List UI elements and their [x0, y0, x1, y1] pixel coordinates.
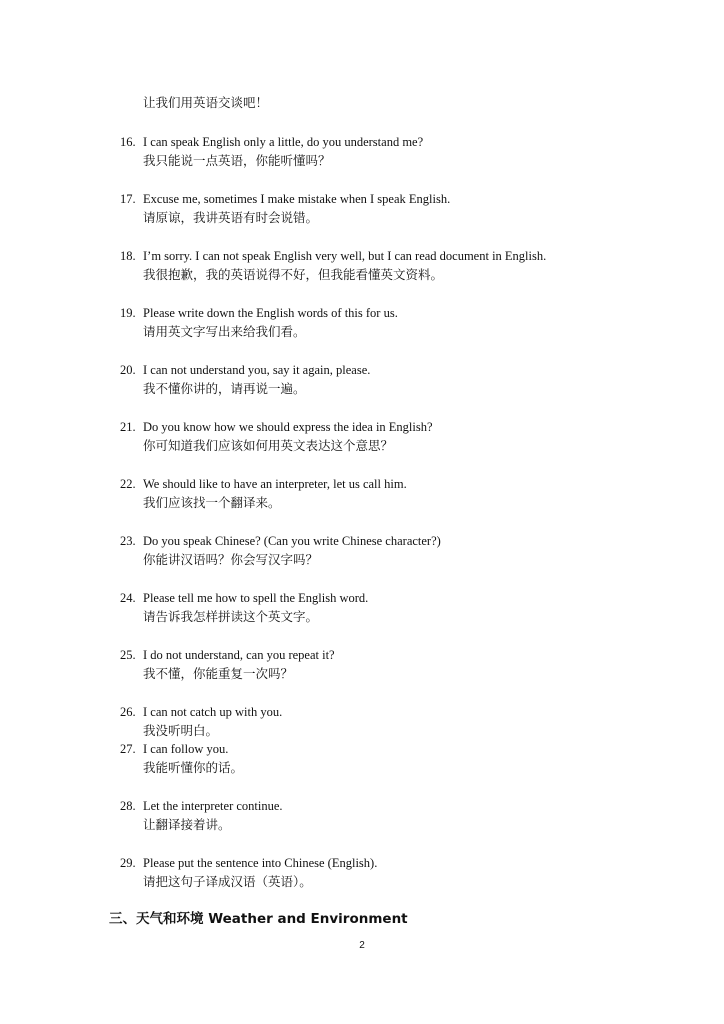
english-text: Please tell me how to spell the English word. — [143, 591, 369, 605]
continued-translation: 让我们用英语交谈吧！ — [143, 96, 269, 110]
chinese-translation: 请把这句子译成汉语（英语）。 — [143, 875, 312, 889]
chinese-translation: 你可知道我们应该如何用英文表达这个意思？ — [143, 439, 394, 453]
english-text: I can follow you. — [143, 742, 229, 756]
item-number: 20. — [120, 363, 136, 377]
english-text: I do not understand, can you repeat it? — [143, 648, 335, 662]
chinese-translation: 我很抱歉，我的英语说得不好，但我能看懂英文资料。 — [143, 268, 444, 282]
item-number: 23. — [120, 534, 136, 548]
english-sentence — [120, 419, 680, 435]
chinese-translation: 我们应该找一个翻译来。 — [143, 496, 281, 510]
english-sentence — [120, 647, 680, 663]
english-text: I can not catch up with you. — [143, 705, 283, 719]
english-sentence — [120, 305, 680, 321]
english-text: Please put the sentence into Chinese (English). — [143, 856, 378, 870]
item-number: 17. — [120, 192, 136, 206]
english-sentence — [120, 855, 680, 871]
phrase-item — [120, 533, 680, 568]
phrase-item — [120, 305, 680, 340]
chinese-translation: 我能听懂你的话。 — [143, 761, 244, 775]
english-text: Please write down the English words of this for us. — [143, 306, 398, 320]
english-sentence — [120, 248, 680, 264]
phrase-item — [120, 704, 680, 739]
phrase-item — [120, 590, 680, 625]
phrase-item — [120, 191, 680, 226]
item-number: 16. — [120, 135, 136, 149]
chinese-translation: 请用英文字写出来给我们看。 — [143, 325, 306, 339]
chinese-translation: 我不懂，你能重复一次吗？ — [143, 667, 294, 681]
item-number: 29. — [120, 856, 136, 870]
english-sentence — [120, 134, 680, 150]
english-text: Excuse me, sometimes I make mistake when I speak English. — [143, 192, 451, 206]
chinese-translation: 请原谅，我讲英语有时会说错。 — [143, 211, 319, 225]
phrase-item — [120, 134, 680, 169]
item-number: 25. — [120, 648, 136, 662]
english-sentence — [120, 362, 680, 378]
item-number: 19. — [120, 306, 136, 320]
chinese-translation: 我没听明白。 — [143, 724, 219, 738]
item-number: 26. — [120, 705, 136, 719]
item-number: 28. — [120, 799, 136, 813]
phrase-item — [120, 855, 680, 890]
english-text: We should like to have an interpreter, let us call him. — [143, 477, 407, 491]
english-sentence — [120, 590, 680, 606]
english-text: Do you know how we should express the idea in English? — [143, 420, 433, 434]
english-sentence — [120, 798, 680, 814]
english-text: Let the interpreter continue. — [143, 799, 283, 813]
english-text: I can not understand you, say it again, please. — [143, 363, 371, 377]
item-number: 21. — [120, 420, 136, 434]
english-sentence — [120, 741, 680, 757]
phrase-item — [120, 248, 680, 283]
chinese-translation: 我不懂你讲的，请再说一遍。 — [143, 382, 306, 396]
chinese-translation: 我只能说一点英语，你能听懂吗？ — [143, 154, 331, 168]
item-number: 22. — [120, 477, 136, 491]
chinese-translation: 请告诉我怎样拼读这个英文字。 — [143, 610, 319, 624]
phrase-item — [120, 476, 680, 511]
phrase-item — [120, 419, 680, 454]
page-number: 2 — [359, 940, 365, 951]
item-number: 27. — [120, 742, 136, 756]
item-number: 24. — [120, 591, 136, 605]
chinese-translation: 你能讲汉语吗？你会写汉字吗？ — [143, 553, 319, 567]
english-text: Do you speak Chinese? (Can you write Chinese character?) — [143, 534, 441, 548]
english-sentence — [120, 704, 680, 720]
phrase-item — [120, 647, 680, 682]
phrase-item — [120, 741, 680, 776]
phrase-item — [120, 362, 680, 397]
english-text: I’m sorry. I can not speak English very well, but I can read document in English. — [143, 249, 547, 263]
section-heading: 三、天气和环境 Weather and Environment — [109, 911, 408, 927]
english-text: I can speak English only a little, do you understand me? — [143, 135, 424, 149]
english-sentence — [120, 476, 680, 492]
english-sentence — [120, 191, 680, 207]
phrase-item — [120, 798, 680, 833]
english-sentence — [120, 533, 680, 549]
chinese-translation: 让翻译接着讲。 — [143, 818, 231, 832]
item-number: 18. — [120, 249, 136, 263]
